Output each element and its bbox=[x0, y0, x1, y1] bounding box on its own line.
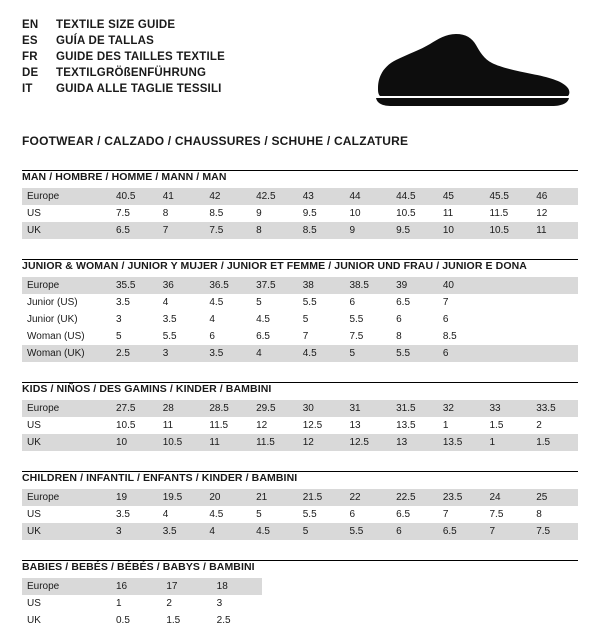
cell: 6.5 bbox=[391, 506, 438, 523]
size-table-babies bbox=[22, 578, 262, 629]
language-list bbox=[22, 18, 225, 97]
cell bbox=[531, 345, 578, 362]
table-row bbox=[22, 345, 578, 362]
cell: 4.5 bbox=[298, 345, 345, 362]
cell bbox=[531, 294, 578, 311]
cell: 11 bbox=[158, 417, 205, 434]
cell: 12 bbox=[531, 205, 578, 222]
cell: 1 bbox=[438, 417, 485, 434]
cell bbox=[485, 277, 532, 294]
cell: 10.5 bbox=[391, 205, 438, 222]
cell: 6.5 bbox=[438, 523, 485, 540]
row-label: Junior (US) bbox=[22, 294, 111, 311]
cell: 7.5 bbox=[111, 205, 158, 222]
cell: 13 bbox=[391, 434, 438, 451]
language-code: FR bbox=[22, 51, 38, 63]
cell: 21.5 bbox=[298, 489, 345, 506]
cell: 9 bbox=[344, 222, 391, 239]
language-row bbox=[22, 18, 225, 33]
cell: 44 bbox=[344, 188, 391, 205]
cell: 6 bbox=[204, 328, 251, 345]
table-row bbox=[22, 489, 578, 506]
cell: 23.5 bbox=[438, 489, 485, 506]
row-label: US bbox=[22, 506, 111, 523]
cell: 10.5 bbox=[111, 417, 158, 434]
table-row bbox=[22, 506, 578, 523]
section-title: JUNIOR & WOMAN / JUNIOR Y MUJER / JUNIOR ET FEMME / JUNIOR UND FRAU / JUNIOR E DONA bbox=[22, 260, 527, 272]
row-label: Europe bbox=[22, 578, 111, 595]
cell: 10 bbox=[111, 434, 158, 451]
cell: 30 bbox=[298, 400, 345, 417]
cell: 11 bbox=[204, 434, 251, 451]
size-table-kids bbox=[22, 400, 578, 451]
cell: 40 bbox=[438, 277, 485, 294]
cell: 31.5 bbox=[391, 400, 438, 417]
cell: 13.5 bbox=[438, 434, 485, 451]
cell: 7 bbox=[438, 294, 485, 311]
table-row bbox=[22, 523, 578, 540]
language-label: TEXTILE SIZE GUIDE bbox=[56, 19, 176, 31]
cell: 8.5 bbox=[204, 205, 251, 222]
section-man bbox=[22, 170, 578, 239]
cell: 10 bbox=[438, 222, 485, 239]
cell: 5 bbox=[298, 311, 345, 328]
cell: 5 bbox=[344, 345, 391, 362]
language-label: TEXTILGRÖßENFÜHRUNG bbox=[56, 67, 207, 79]
cell: 45.5 bbox=[485, 188, 532, 205]
size-table-children bbox=[22, 489, 578, 540]
cell bbox=[485, 345, 532, 362]
row-label: Europe bbox=[22, 277, 111, 294]
cell: 8 bbox=[531, 506, 578, 523]
cell: 5.5 bbox=[344, 523, 391, 540]
table-row bbox=[22, 205, 578, 222]
cell: 11.5 bbox=[251, 434, 298, 451]
cell: 11.5 bbox=[204, 417, 251, 434]
cell: 5.5 bbox=[298, 294, 345, 311]
language-code: DE bbox=[22, 67, 39, 79]
cell: 44.5 bbox=[391, 188, 438, 205]
cell: 5 bbox=[298, 523, 345, 540]
cell: 9.5 bbox=[391, 222, 438, 239]
cell: 4 bbox=[251, 345, 298, 362]
cell: 2 bbox=[161, 595, 211, 612]
section-title: MAN / HOMBRE / HOMME / MANN / MAN bbox=[22, 171, 227, 183]
cell: 9 bbox=[251, 205, 298, 222]
cell: 19 bbox=[111, 489, 158, 506]
cell: 8 bbox=[251, 222, 298, 239]
cell: 11.5 bbox=[485, 205, 532, 222]
footwear-heading: FOOTWEAR / CALZADO / CHAUSSURES / SCHUHE / CALZATURE bbox=[22, 134, 409, 148]
cell: 4.5 bbox=[204, 506, 251, 523]
row-label: UK bbox=[22, 523, 111, 540]
cell: 25 bbox=[531, 489, 578, 506]
cell: 5.5 bbox=[344, 311, 391, 328]
cell: 40.5 bbox=[111, 188, 158, 205]
cell: 5 bbox=[251, 294, 298, 311]
cell: 46 bbox=[531, 188, 578, 205]
cell: 36 bbox=[158, 277, 205, 294]
language-code: EN bbox=[22, 19, 39, 31]
cell: 39 bbox=[391, 277, 438, 294]
table-row bbox=[22, 328, 578, 345]
cell: 41 bbox=[158, 188, 205, 205]
cell: 16 bbox=[111, 578, 161, 595]
cell: 6 bbox=[438, 345, 485, 362]
cell: 22 bbox=[344, 489, 391, 506]
row-label: Europe bbox=[22, 489, 111, 506]
cell: 5 bbox=[111, 328, 158, 345]
cell: 2 bbox=[531, 417, 578, 434]
cell: 32 bbox=[438, 400, 485, 417]
row-label: UK bbox=[22, 222, 111, 239]
cell: 10.5 bbox=[485, 222, 532, 239]
size-table-junior-woman bbox=[22, 277, 578, 362]
cell: 7 bbox=[438, 506, 485, 523]
language-row bbox=[22, 34, 225, 49]
row-label: Junior (UK) bbox=[22, 311, 111, 328]
row-label: US bbox=[22, 417, 111, 434]
cell: 37.5 bbox=[251, 277, 298, 294]
cell: 2.5 bbox=[212, 612, 262, 629]
cell: 4.5 bbox=[204, 294, 251, 311]
cell: 20 bbox=[204, 489, 251, 506]
language-code: IT bbox=[22, 83, 33, 95]
cell: 4 bbox=[204, 311, 251, 328]
cell: 0.5 bbox=[111, 612, 161, 629]
page-header bbox=[22, 18, 578, 114]
cell: 4 bbox=[158, 294, 205, 311]
cell: 3.5 bbox=[111, 506, 158, 523]
cell: 8 bbox=[391, 328, 438, 345]
table-row bbox=[22, 612, 262, 629]
cell: 3.5 bbox=[158, 523, 205, 540]
cell bbox=[485, 294, 532, 311]
cell: 5.5 bbox=[298, 506, 345, 523]
row-label: UK bbox=[22, 434, 111, 451]
cell: 35.5 bbox=[111, 277, 158, 294]
cell: 17 bbox=[161, 578, 211, 595]
section-kids bbox=[22, 382, 578, 451]
row-label: Europe bbox=[22, 188, 111, 205]
cell: 10 bbox=[344, 205, 391, 222]
cell: 33.5 bbox=[531, 400, 578, 417]
row-label: US bbox=[22, 595, 111, 612]
cell: 7 bbox=[485, 523, 532, 540]
language-label: GUIDA ALLE TAGLIE TESSILI bbox=[56, 83, 222, 95]
size-table-man bbox=[22, 188, 578, 239]
cell bbox=[531, 311, 578, 328]
cell: 12.5 bbox=[344, 434, 391, 451]
language-row bbox=[22, 50, 225, 65]
cell: 5.5 bbox=[391, 345, 438, 362]
cell: 7 bbox=[298, 328, 345, 345]
cell: 10.5 bbox=[158, 434, 205, 451]
cell: 28 bbox=[158, 400, 205, 417]
section-babies bbox=[22, 560, 578, 629]
cell: 6 bbox=[438, 311, 485, 328]
cell: 31 bbox=[344, 400, 391, 417]
cell: 3.5 bbox=[204, 345, 251, 362]
cell: 3 bbox=[111, 311, 158, 328]
cell: 8.5 bbox=[438, 328, 485, 345]
cell: 21 bbox=[251, 489, 298, 506]
cell: 1.5 bbox=[485, 417, 532, 434]
table-row bbox=[22, 222, 578, 239]
cell: 42.5 bbox=[251, 188, 298, 205]
cell: 1.5 bbox=[161, 612, 211, 629]
cell: 42 bbox=[204, 188, 251, 205]
cell: 7.5 bbox=[485, 506, 532, 523]
cell: 9.5 bbox=[298, 205, 345, 222]
table-row bbox=[22, 294, 578, 311]
cell: 4.5 bbox=[251, 311, 298, 328]
cell: 36.5 bbox=[204, 277, 251, 294]
cell: 6 bbox=[391, 311, 438, 328]
cell: 3 bbox=[158, 345, 205, 362]
cell: 8 bbox=[158, 205, 205, 222]
cell: 12 bbox=[298, 434, 345, 451]
section-title: CHILDREN / INFANTIL / ENFANTS / KINDER / BAMBINI bbox=[22, 472, 298, 484]
cell: 2.5 bbox=[111, 345, 158, 362]
cell: 8.5 bbox=[298, 222, 345, 239]
cell: 6 bbox=[344, 294, 391, 311]
cell: 3 bbox=[212, 595, 262, 612]
cell: 27.5 bbox=[111, 400, 158, 417]
table-row bbox=[22, 400, 578, 417]
table-row bbox=[22, 188, 578, 205]
cell: 7 bbox=[158, 222, 205, 239]
language-row bbox=[22, 82, 225, 97]
cell: 28.5 bbox=[204, 400, 251, 417]
cell: 4.5 bbox=[251, 523, 298, 540]
section-junior-woman bbox=[22, 259, 578, 362]
cell: 38 bbox=[298, 277, 345, 294]
cell: 13.5 bbox=[391, 417, 438, 434]
cell: 6.5 bbox=[251, 328, 298, 345]
language-code: ES bbox=[22, 35, 38, 47]
table-row bbox=[22, 434, 578, 451]
cell: 12 bbox=[251, 417, 298, 434]
cell bbox=[531, 328, 578, 345]
cell: 11 bbox=[531, 222, 578, 239]
table-row bbox=[22, 311, 578, 328]
cell bbox=[485, 328, 532, 345]
cell: 3.5 bbox=[111, 294, 158, 311]
cell: 19.5 bbox=[158, 489, 205, 506]
cell: 38.5 bbox=[344, 277, 391, 294]
language-label: GUÍA DE TALLAS bbox=[56, 35, 154, 47]
cell: 45 bbox=[438, 188, 485, 205]
cell: 18 bbox=[212, 578, 262, 595]
cell: 7.5 bbox=[344, 328, 391, 345]
cell: 1 bbox=[485, 434, 532, 451]
cell: 7.5 bbox=[204, 222, 251, 239]
cell: 6 bbox=[391, 523, 438, 540]
cell: 4 bbox=[204, 523, 251, 540]
cell: 1 bbox=[111, 595, 161, 612]
cell: 5 bbox=[251, 506, 298, 523]
section-title: KIDS / NIÑOS / DES GAMINS / KINDER / BAMBINI bbox=[22, 383, 272, 395]
dress-shoe-silhouette-icon bbox=[372, 32, 572, 114]
cell: 6 bbox=[344, 506, 391, 523]
table-row bbox=[22, 417, 578, 434]
cell: 22.5 bbox=[391, 489, 438, 506]
row-label: US bbox=[22, 205, 111, 222]
cell: 4 bbox=[158, 506, 205, 523]
cell: 3.5 bbox=[158, 311, 205, 328]
section-title: BABIES / BEBÉS / BÉBÉS / BABYS / BAMBINI bbox=[22, 561, 255, 573]
row-label: Woman (UK) bbox=[22, 345, 111, 362]
cell: 11 bbox=[438, 205, 485, 222]
cell: 1.5 bbox=[531, 434, 578, 451]
cell: 29.5 bbox=[251, 400, 298, 417]
language-label: GUIDE DES TAILLES TEXTILE bbox=[56, 51, 225, 63]
language-row bbox=[22, 66, 225, 81]
cell bbox=[485, 311, 532, 328]
cell: 6.5 bbox=[111, 222, 158, 239]
table-row bbox=[22, 595, 262, 612]
row-label: Woman (US) bbox=[22, 328, 111, 345]
cell bbox=[531, 277, 578, 294]
cell: 5.5 bbox=[158, 328, 205, 345]
cell: 24 bbox=[485, 489, 532, 506]
cell: 13 bbox=[344, 417, 391, 434]
row-label: UK bbox=[22, 612, 111, 629]
row-label: Europe bbox=[22, 400, 111, 417]
table-row bbox=[22, 578, 262, 595]
cell: 33 bbox=[485, 400, 532, 417]
section-children bbox=[22, 471, 578, 540]
cell: 12.5 bbox=[298, 417, 345, 434]
cell: 3 bbox=[111, 523, 158, 540]
cell: 43 bbox=[298, 188, 345, 205]
cell: 6.5 bbox=[391, 294, 438, 311]
table-row bbox=[22, 277, 578, 294]
cell: 7.5 bbox=[531, 523, 578, 540]
